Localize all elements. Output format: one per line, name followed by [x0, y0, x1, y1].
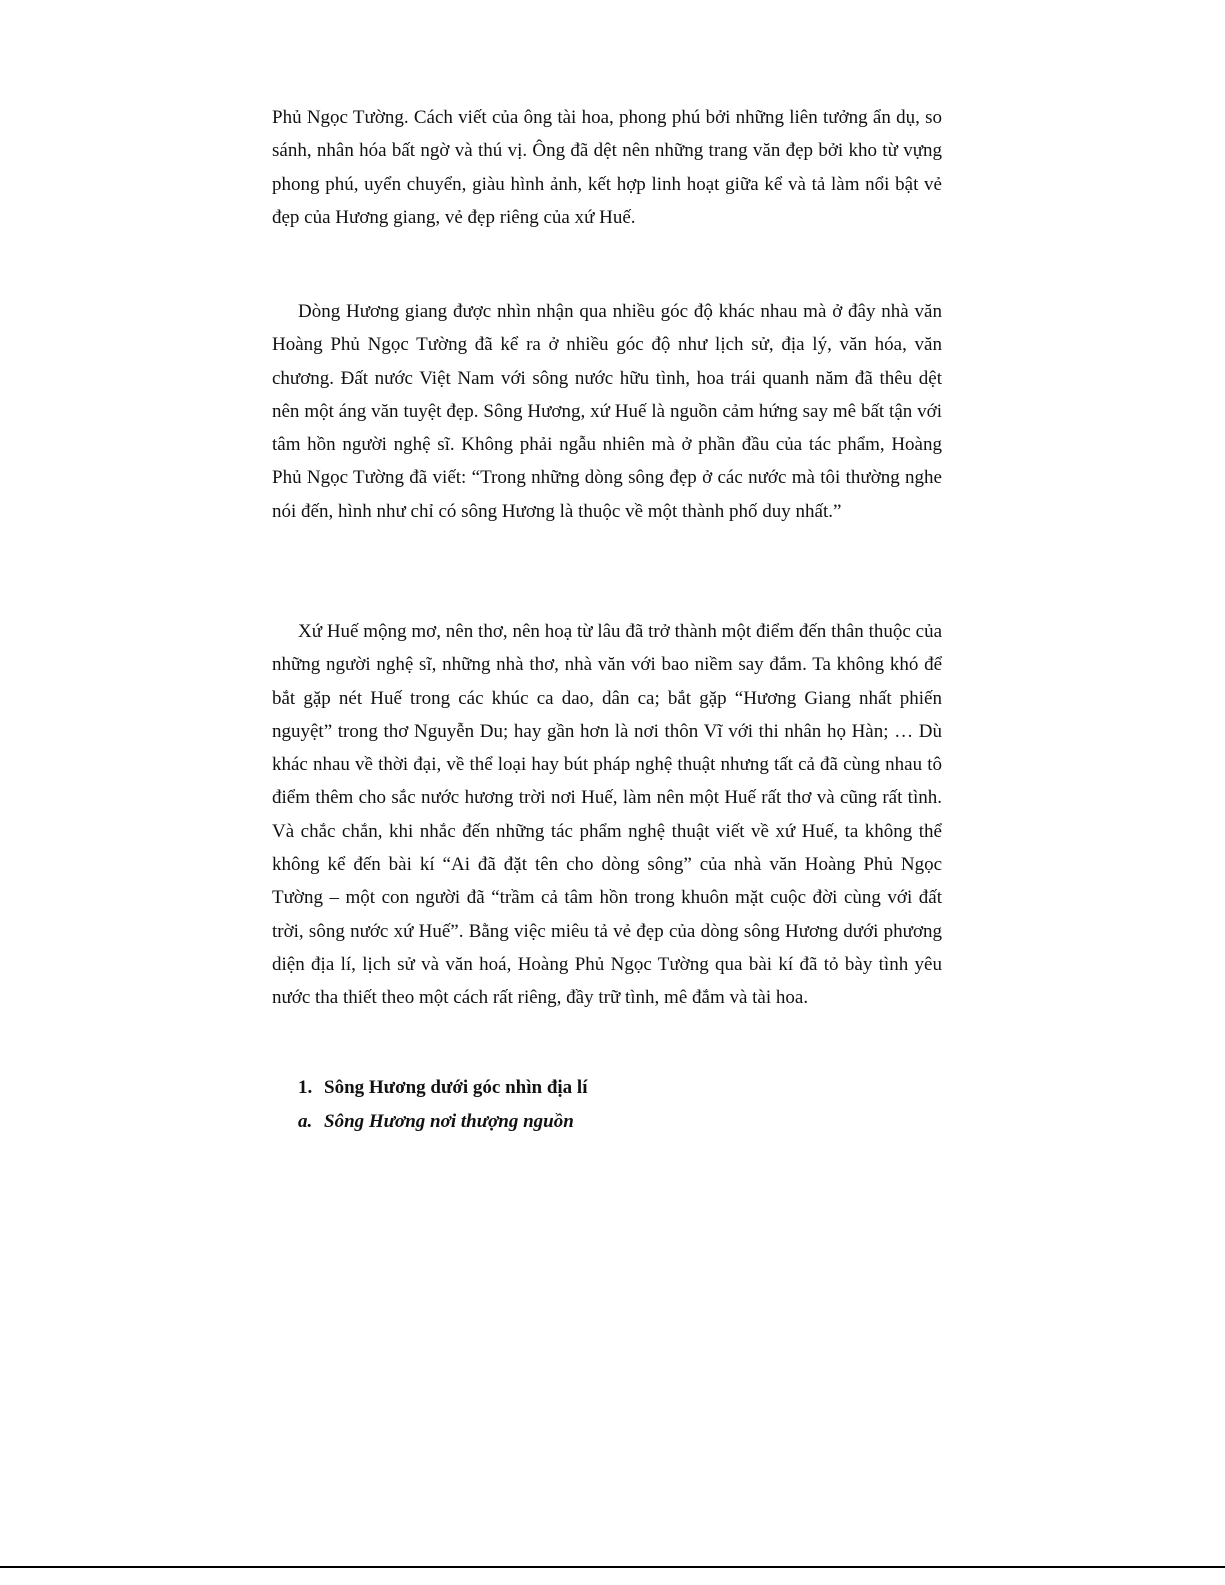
paragraph-hue-inspiration: Xứ Huế mộng mơ, nên thơ, nên hoạ từ lâu đã trở thành một điểm đến thân thuộc của những người nghệ sĩ, những nhà thơ, nhà văn với bao niềm say đắm. Ta không khó để bắt gặp nét Huế trong các khúc ca dao, dân ca; bắt gặp “Hương Giang nhất phiến nguyệt” trong thơ Nguyễn Du; hay gần hơn là nơi thôn Vĩ với thi nhân họ Hàn; … Dù khác nhau về thời đại, về thể loại hay bút pháp nghệ thuật nhưng tất cả đã cùng nhau tô điểm thêm cho sắc nước hương trời nơi Huế, làm nên một Huế rất thơ và cũng rất tình. Và chắc chắn, khi nhắc đến những tác phẩm nghệ thuật viết về xứ Huế, ta không thể không kể đến bài kí “Ai đã đặt tên cho dòng sông” của nhà văn Hoàng Phủ Ngọc Tường – một con người đã “trầm cả tâm hồn trong khuôn mặt cuộc đời cùng với đất trời, sông nước xứ Huế”. Bằng việc miêu tả vẻ đẹp của dòng sông Hương dưới phương diện địa lí, lịch sử và văn hoá, Hoàng Phủ Ngọc Tường qua bài kí đã tỏ bày tình yêu nước tha thiết theo một cách rất riêng, đầy trữ tình, mê đắm và tài hoa.	[272, 621, 942, 1009]
subsection-heading	[298, 1108, 574, 1136]
section-number: 1.	[298, 1077, 313, 1098]
subsection-title: Sông Hương nơi thượng nguồn	[324, 1111, 574, 1132]
subsection-number: a.	[298, 1111, 313, 1132]
section-heading	[298, 1074, 588, 1102]
section-title: Sông Hương dưới góc nhìn địa lí	[324, 1077, 588, 1098]
paragraph-intro-continuation: Phủ Ngọc Tường. Cách viết của ông tài hoa, phong phú bởi những liên tưởng ẩn dụ, so sánh, nhân hóa bất ngờ và thú vị. Ông đã dệt nên những trang văn đẹp bởi kho từ vựng phong phú, uyển chuyển, giàu hình ảnh, kết hợp linh hoạt giữa kể và tả làm nổi bật vẻ đẹp của Hương giang, vẻ đẹp riêng của xứ Huế.	[272, 107, 942, 228]
page-bottom-rule	[0, 1566, 1225, 1568]
paragraph-perspectives: Dòng Hương giang được nhìn nhận qua nhiều góc độ khác nhau mà ở đây nhà văn Hoàng Phủ Ngọc Tường đã kể ra ở nhiều góc độ như lịch sử, địa lý, văn hóa, văn chương. Đất nước Việt Nam với sông nước hữu tình, hoa trái quanh năm đã thêu dệt nên một áng văn tuyệt đẹp. Sông Hương, xứ Huế là nguồn cảm hứng say mê bất tận với tâm hồn người nghệ sĩ. Không phải ngẫu nhiên mà ở phần đầu của tác phẩm, Hoàng Phủ Ngọc Tường đã viết: “Trong những dòng sông đẹp ở các nước mà tôi thường nghe nói đến, hình như chỉ có sông Hương là thuộc về một thành phố duy nhất.”	[272, 301, 942, 522]
